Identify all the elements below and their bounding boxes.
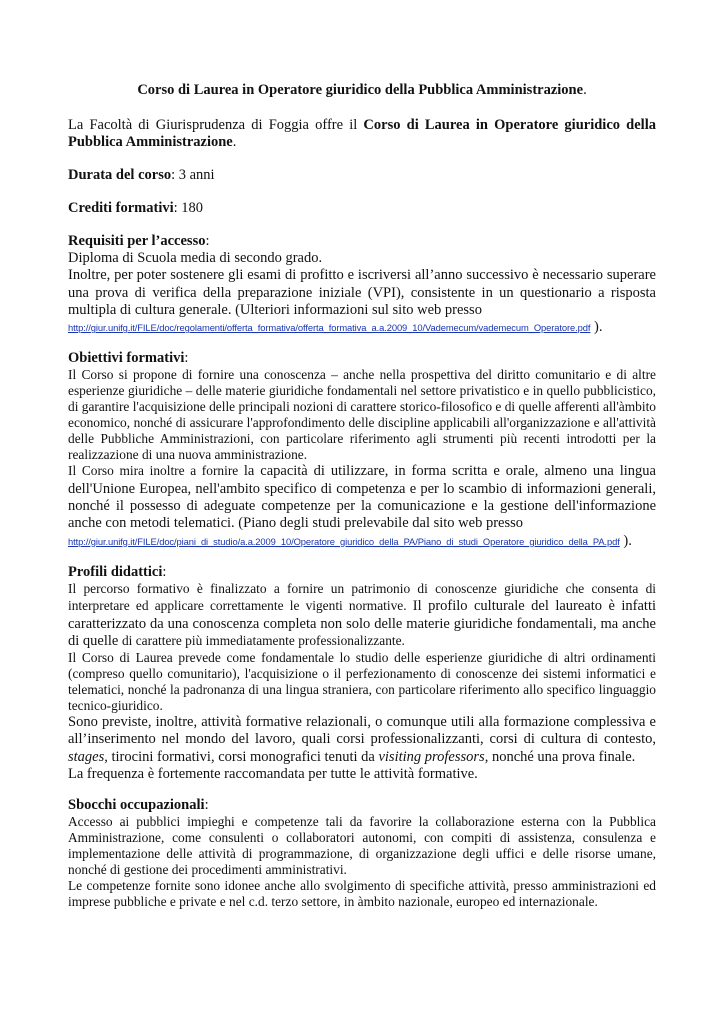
sbocchi-colon: : — [204, 797, 209, 814]
page-title — [68, 82, 656, 99]
requisiti-text: Inoltre, per poter sostenere gli esami di profitto e iscriversi all’anno successivo è necessario superare una prova di verifica della preparazione iniziale (VPI), consistente in un questionario a risposta multipla di cultura generale. (Ulteriori informazioni sul sito web presso — [68, 267, 656, 318]
obiettivi-section — [68, 350, 656, 549]
title-period: . — [583, 82, 587, 98]
profili-paragraph-2: Il Corso di Laurea prevede come fondamentale lo studio delle esperienze giuridiche di altri ordinamenti (compreso quello comunitario), l'acquisizione o il perfezionamento di conoscenze dei sistemi informatici e telematici, nonché la padronanza di una lingua straniera, con particolare riferimento allo specifico linguaggio tecnico-giuridico. — [68, 650, 656, 714]
sbocchi-heading — [68, 797, 656, 814]
intro-prefix: La Facoltà di Giurisprudenza di Foggia offre il — [68, 117, 364, 133]
obiettivi-paragraph-2 — [68, 463, 656, 549]
obiettivi-lead: Il Corso mira inoltre a fornire — [68, 463, 244, 479]
requisiti-label: Requisiti per l’accesso — [68, 233, 206, 249]
crediti-value: : 180 — [173, 200, 204, 216]
profili-p1-lead: Il percorso formativo è finalizzato a fornire un patrimonio di conoscenze giuridiche che consenta di interpretare ed applicare correttamente le vigenti normative. — [68, 580, 656, 614]
profili-stages: stages — [68, 748, 105, 765]
durata-label: Durata del corso — [68, 167, 172, 183]
profili-visiting: visiting professors — [378, 748, 485, 765]
sbocchi-paragraph-1: Accesso ai pubblici impieghi e competenze tali da favorire la collaborazione esterna con la Pubblica Amministrazione, come consulenti o collaboratori autonomi, con compiti di assistenza, consulenza e implementazione delle attività di programmazione, di organizzazione degli uffici e delle risorse umane, nonché di gestione dei procedimenti amministrativi. — [68, 814, 656, 878]
obiettivi-heading — [68, 350, 656, 367]
crediti-label: Crediti formativi — [68, 200, 174, 216]
requisiti-close: ). — [590, 319, 603, 336]
intro-paragraph — [68, 117, 656, 151]
title-text: Corso di Laurea in Operatore giuridico della Pubblica Amministrazione — [137, 82, 584, 98]
intro-suffix: . — [232, 134, 237, 150]
requisiti-paragraph — [68, 267, 656, 336]
profili-section — [68, 564, 656, 783]
profili-paragraph-3 — [68, 714, 656, 766]
profili-p3-c: , nonché una prova finale. — [484, 748, 636, 765]
profili-paragraph-4: La frequenza è fortemente raccomandata per tutte le attività formative. — [68, 766, 478, 783]
requisiti-diploma: Diploma di Scuola media di secondo grado. — [68, 250, 323, 266]
vademecum-link[interactable]: http://giur.unifg.it/FILE/doc/regolamenti/offerta_formativa/offerta_formativa_a.a.2009_10/Vademecum/vademecum_Operatore.pdf — [68, 322, 591, 334]
requisiti-colon: : — [205, 233, 210, 249]
profili-heading — [68, 564, 656, 581]
profili-p3-a: Sono previste, inoltre, attività formative relazionali, o comunque utili alla formazione complessiva e all’inserimento nel mondo del lavoro, quali corsi professionalizzanti, corsi di cultura di contesto, — [68, 714, 656, 748]
durata-field — [68, 167, 656, 184]
obiettivi-label: Obiettivi formativi — [68, 350, 185, 367]
profili-paragraph-1 — [68, 581, 656, 650]
profili-label: Profili didattici — [68, 563, 163, 580]
sbocchi-paragraph-2: Le competenze fornite sono idonee anche allo svolgimento di specifiche attività, presso amministrazioni ed imprese pubbliche e private e nel c.d. terzo settore, in àmbito nazionale, europeo ed internazionale. — [68, 878, 656, 910]
profili-p1-main: Il profilo culturale del laureato è infatti caratterizzato da una conoscenza completa non solo delle materie giuridiche fondamentali, ma anche di quelle — [68, 598, 656, 649]
crediti-field — [68, 200, 656, 217]
obiettivi-close: ). — [619, 532, 632, 549]
durata-value: : 3 anni — [171, 167, 215, 183]
sbocchi-label: Sbocchi occupazionali — [68, 797, 205, 814]
obiettivi-colon: : — [184, 350, 189, 367]
profili-p1-tail: di carattere più immediatamente professionalizzante. — [121, 632, 405, 648]
profili-p3-b: , tirocini formativi, corsi monografici tenuti da — [104, 748, 379, 765]
requisiti-section — [68, 233, 656, 336]
profili-colon: : — [162, 563, 167, 580]
sbocchi-section — [68, 797, 656, 910]
document-page — [68, 82, 656, 924]
obiettivi-paragraph-1: Il Corso si propone di fornire una conoscenza – anche nella prospettiva del diritto comunitario e di altre esperienze giuridiche – delle materie giuridiche fondamentali nel settore privatistico e in quello pubblicistico, di garantire l'acquisizione delle principali nozioni di carattere storico-filosofico e di quelle afferenti all'àmbito economico, nonché di assicurare l'approfondimento delle discipline applicabili all'organizzazione e all'attività delle Pubbliche Amministrazioni, con particolare riferimento agli strumenti più recenti introdotti per la realizzazione di una nuova amministrazione. — [68, 367, 656, 463]
obiettivi-text: la capacità di utilizzare, in forma scritta e orale, almeno una lingua dell'Unione Europea, nell'ambito specifico di competenza e per lo scambio di informazioni generali, nonché il possesso di adeguate competenze per la comunicazione e la gestione dell'informazione anche con metodi telematici. (Piano degli studi prelevabile dal sito web presso — [68, 463, 656, 532]
piano-studi-link[interactable]: http://giur.unifg.it/FILE/doc/piani_di_studio/a.a.2009_10/Operatore_giuridico_della_PA/Piano_di_studi_Operatore_giuridico_della_PA.pdf — [68, 535, 620, 547]
requisiti-heading — [68, 233, 656, 250]
intro-course-name: Corso di Laurea in Operatore giuridico della Pubblica Amministrazione — [68, 117, 656, 150]
